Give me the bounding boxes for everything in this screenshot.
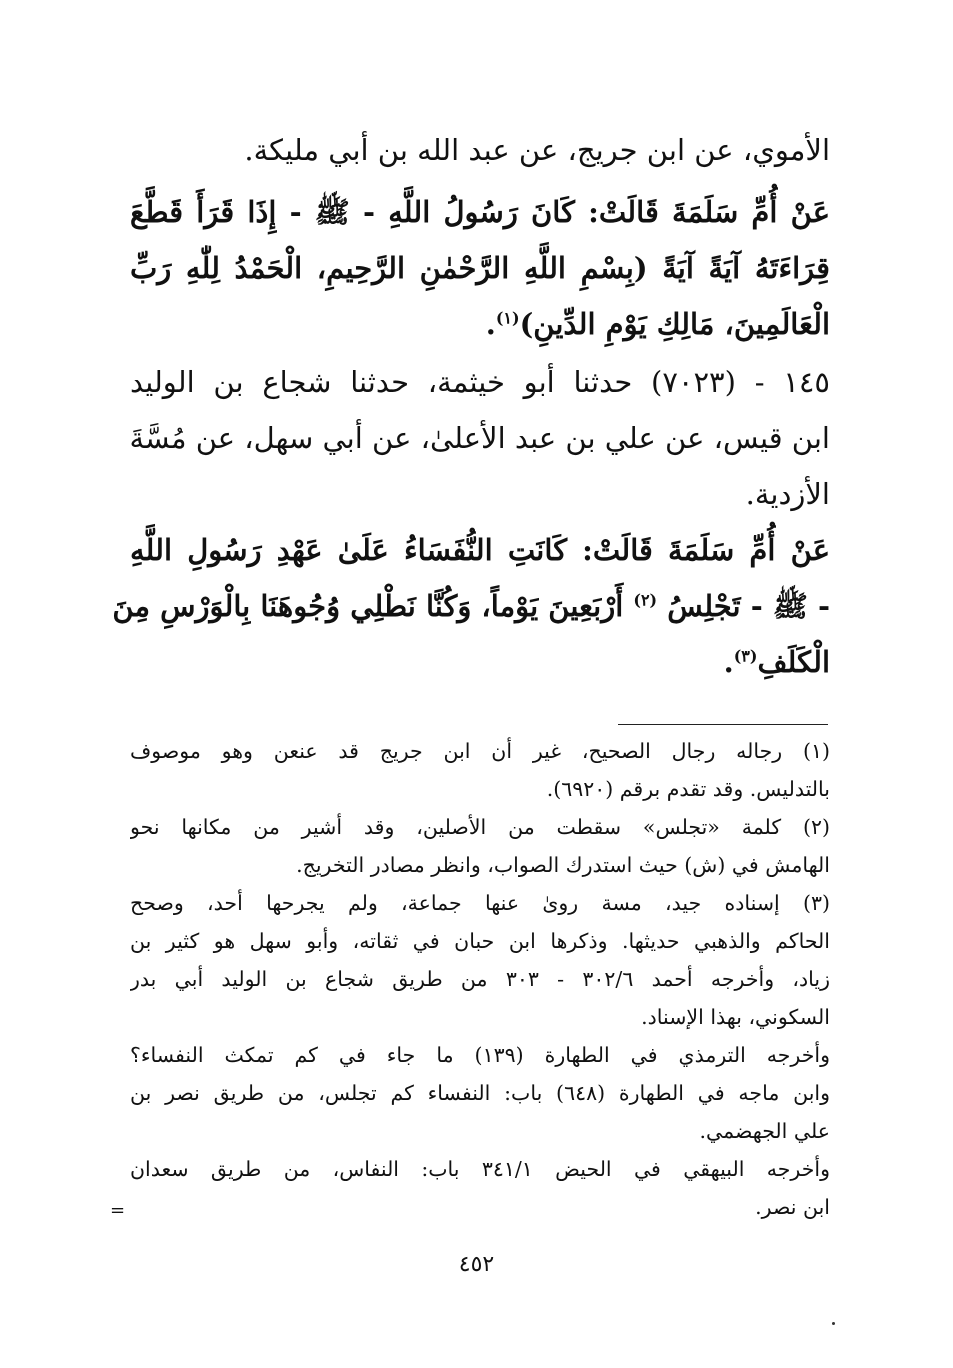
footnote-3-line-9: ابن نصر. — [755, 1195, 830, 1219]
hadith-2-line-2 — [112, 578, 830, 634]
footnote-3-line-5: وأخرجه الترمذي في الطهارة (١٣٩) ما جاء في كم تمكث النفساء؟ — [130, 1043, 830, 1067]
scan-speck — [832, 1322, 835, 1325]
footnote-2-line-1: (٢) كلمة «تجلس» سقطت من الأصلين، وقد أشير من مكانها نحو — [130, 815, 830, 839]
isnad-2 — [130, 354, 830, 522]
continuation-mark: = — [110, 1200, 126, 1221]
isnad-continuation-line: الأموي، عن ابن جريج، عن عبد الله بن أبي مليكة. — [244, 133, 830, 167]
footnote-3-line-2: الحاكم والذهبي حديثها. وذكرها ابن حبان في ثقاته، وأبو سهل هو كثير بن — [130, 929, 830, 953]
hadith-2-line-3-end: . — [723, 645, 734, 679]
hadith-2-line-2-a: - ﷺ - تَجْلِسُ — [667, 589, 830, 623]
isnad-2-line-3: الأزدية. — [745, 477, 830, 511]
hadith-1 — [130, 184, 830, 352]
footnote-ref-2: (٢) — [633, 590, 658, 610]
footnote-3-line-6: وابن ماجه في الطهارة (٦٤٨) باب: النفساء كم تجلس، من طريق نصر بن — [130, 1081, 830, 1105]
hadith-1-line-3-text: الْعَالَمِينَ، مَالِكِ يَوْمِ الدِّينِ) — [519, 307, 830, 341]
hadith-2-line-2-b: أَرْبَعِينَ يَوْماً، وَكُنَّا نَطْلِي وُجُوهَنَا بِالْوَرْسِ مِنَ — [112, 589, 624, 623]
hadith-2-line-3-text: الْكَلَفِ — [757, 645, 830, 679]
footnote-3-line-4: السكوني، بهذا الإسناد. — [641, 1005, 830, 1029]
footnote-3-line-3: زياد، وأخرجه أحمد ٣٠٢/٦ - ٣٠٣ من طريق شجاع بن الوليد أبي بدر — [130, 967, 830, 991]
footnote-3-line-7: علي الجهضمي. — [699, 1119, 830, 1143]
hadith-2-line-3 — [130, 634, 830, 690]
footnote-ref-1: (١) — [495, 308, 520, 328]
isnad-2-line-1: ١٤٥ - (٧٠٢٣) حدثنا أبو خيثمة، حدثنا شجاع بن الوليد — [130, 365, 830, 399]
footnote-3-line-1: (٣) إسناده جيد، مسة روىٰ عنها جماعة، ولم يجرحها أحد، وصحح — [130, 891, 830, 915]
hadith-1-line-3-end: . — [485, 307, 496, 341]
footnote-divider — [618, 724, 828, 725]
footnote-3-line-8: وأخرجه البيهقي في الحيض ٣٤١/١ باب: النفاس، من طريق سعدان — [130, 1157, 830, 1181]
hadith-2-line-1: عَنْ أُمِّ سَلَمَةَ قَالَتْ: كَانَتِ النُّفَسَاءُ عَلَىٰ عَهْدِ رَسُولِ اللَّهِ — [130, 533, 830, 567]
footnote-2-line-2: الهامش في (ش) حيث استدرك الصواب، وانظر مصادر التخريج. — [296, 853, 830, 877]
page-number: ٤٥٢ — [458, 1252, 495, 1277]
footnotes — [130, 732, 830, 1226]
main-text — [130, 122, 830, 178]
footnote-1-line-2: بالتدليس. وقد تقدم برقم (٦٩٢٠). — [546, 777, 830, 801]
hadith-2 — [112, 522, 830, 690]
hadith-1-line-1: عَنْ أُمِّ سَلَمَةَ قَالَتْ: كَانَ رَسُولُ اللَّهِ - ﷺ - إِذَا قَرَأَ قَطَّعَ — [130, 195, 830, 229]
footnote-ref-3: (٣) — [733, 646, 758, 666]
hadith-1-line-3 — [130, 296, 830, 352]
hadith-1-line-2: قِرَاءَتَهُ آيَةً آيَةً (بِسْمِ اللَّهِ الرَّحْمٰنِ الرَّحِيمِ، الْحَمْدُ لِلّٰهِ رَبِّ — [130, 251, 830, 285]
footnote-1-line-1: (١) رجاله رجال الصحيح، غير أن ابن جريج قد عنعن وهو موصوف — [130, 739, 830, 763]
isnad-2-line-2: ابن قيس، عن علي بن عبد الأعلىٰ، عن أبي سهل، عن مُسَّةَ — [129, 421, 830, 455]
